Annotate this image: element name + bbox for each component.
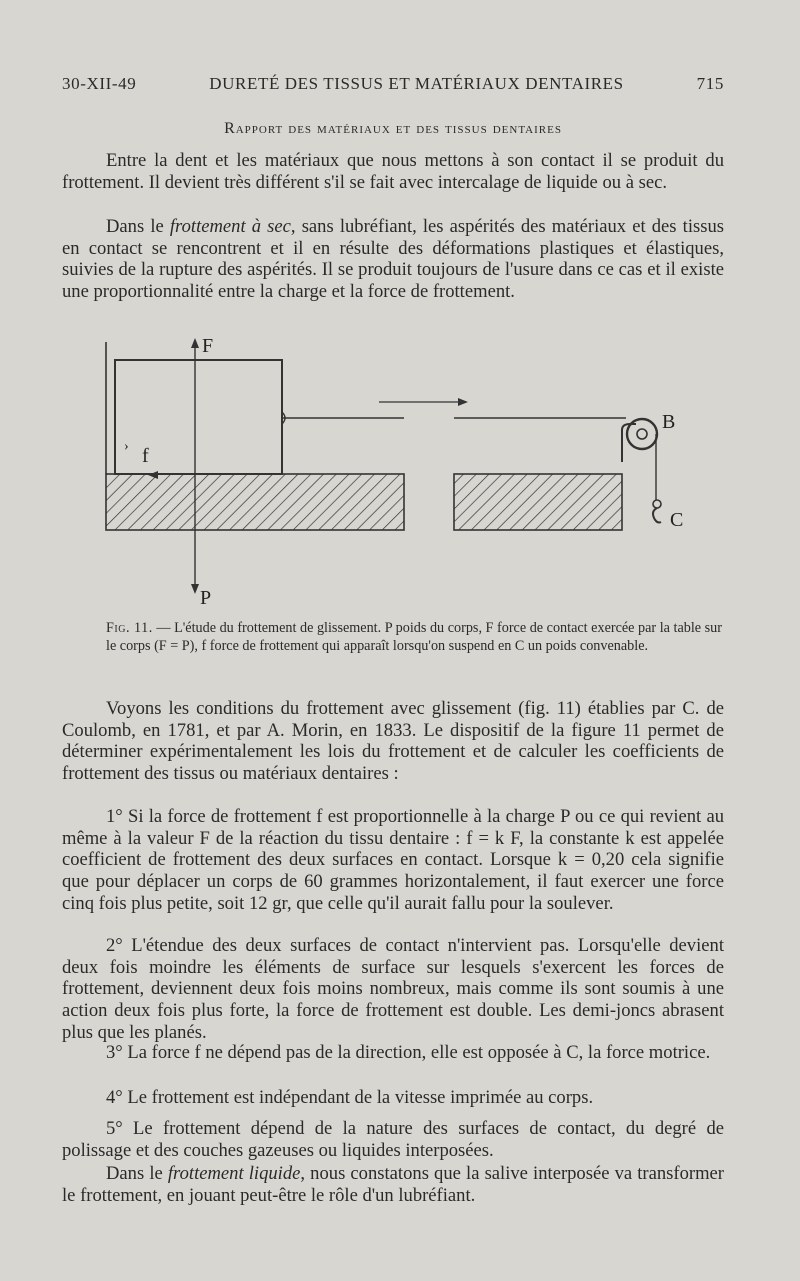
label-P: P (200, 587, 212, 609)
paragraph-3: Voyons les conditions du frottement avec glissement (fig. 11) établies par C. de Coulomb, en 1781, et par A. Morin, en 1833. Le dispositif de la figure 11 permet de déterminer expérimentalement les lois du frottement et de calculer les coefficients de frottement des tissus ou matériaux dentaires : (62, 698, 724, 785)
label-C: C (670, 509, 684, 531)
section-title: Rapport des matériaux et des tissus dentaires (224, 120, 562, 137)
body-block (115, 360, 282, 474)
label-f-mark: › (124, 439, 129, 454)
label-f: f (142, 445, 149, 467)
p2-italic: frottement à sec (169, 216, 291, 237)
paragraph-8: 5° Le frottement dépend de la nature des surfaces de contact, du degré de polissage et des couches gazeuses ou liquides interposées. (62, 1118, 724, 1161)
arrow-P (191, 584, 199, 594)
arrow-F (191, 338, 199, 348)
paragraph-9 (62, 1163, 724, 1206)
motion-arrowhead (458, 398, 468, 406)
page-number: 715 (696, 74, 724, 93)
p9-before: Dans le (106, 1163, 163, 1184)
paragraph-2 (62, 216, 724, 303)
caption-fig-label: Fig. 11. (106, 620, 153, 636)
paragraph-6: 3° La force f ne dépend pas de la direction, elle est opposée à C, la force motrice. (106, 1042, 711, 1063)
paragraph-1: Entre la dent et les matériaux que nous mettons à son contact il se produit du frottement. Il devient très différent s'il se fait avec intercalage de liquide ou à sec. (62, 150, 724, 193)
weight-C (653, 500, 661, 523)
pulley-B (622, 419, 657, 500)
friction-figure (96, 332, 716, 614)
caption-text: — L'étude du frottement de glissement. P poids du corps, F force de contact exercée par la table sur le corps (F = P), f force de frottement qui apparaît lorsqu'on suspend en C un poids convenable. (106, 620, 722, 654)
header-date: 30-XII-49 (62, 74, 137, 93)
label-B: B (662, 411, 676, 433)
paragraph-7: 4° Le frottement est indépendant de la vitesse imprimée au corps. (106, 1087, 594, 1108)
p9-italic: frottement liquide (167, 1163, 301, 1184)
paragraph-4: 1° Si la force de frottement f est proportionnelle à la charge P ou ce qui revient au même à la valeur F de la réaction du tissu dentaire : f = k F, la constante k est appelée coefficient de frottement des deux surfaces en contact. Lorsque k = 0,20 cela signifie que pour déplacer un corps de 60 grammes horizontalement, il faut exercer une force cinq fois plus petite, soit 12 gr, que celle qu'il aurait fallu pour la soulever. (62, 806, 724, 914)
p9-after: , nous constatons que la salive interposée va transformer le frottement, en jouant peut-être le rôle d'un lubréfiant. (62, 1163, 724, 1206)
header-title: DURETÉ DES TISSUS ET MATÉRIAUX DENTAIRES (209, 74, 624, 93)
p2-before: Dans le (106, 216, 164, 237)
figure-caption (106, 619, 722, 655)
p2-after: , sans lubréfiant, les aspérités des matériaux et des tissus en contact se rencontrent et il en résulte des déformations plastiques et élastiques, suivies de la rupture des aspérités. Il se produit toujours de l'usure dans ce cas et il existe une proportionnalité entre la charge et la force de frottement. (62, 216, 724, 303)
label-F: F (202, 335, 214, 357)
running-head (62, 74, 724, 94)
paragraph-5: 2° L'étendue des deux surfaces de contact n'intervient pas. Lorsqu'elle devient deux fois moindre les éléments de surface sur lesquels s'exercent les forces de frottement, deviennent deux fois moins nombreux, mais comme ils sont soumis à une action deux fois plus forte, la force de frottement est double. Les demi-joncs abrasent plus que les planés. (62, 935, 724, 1043)
table-right (454, 474, 622, 530)
table-left (106, 474, 404, 530)
